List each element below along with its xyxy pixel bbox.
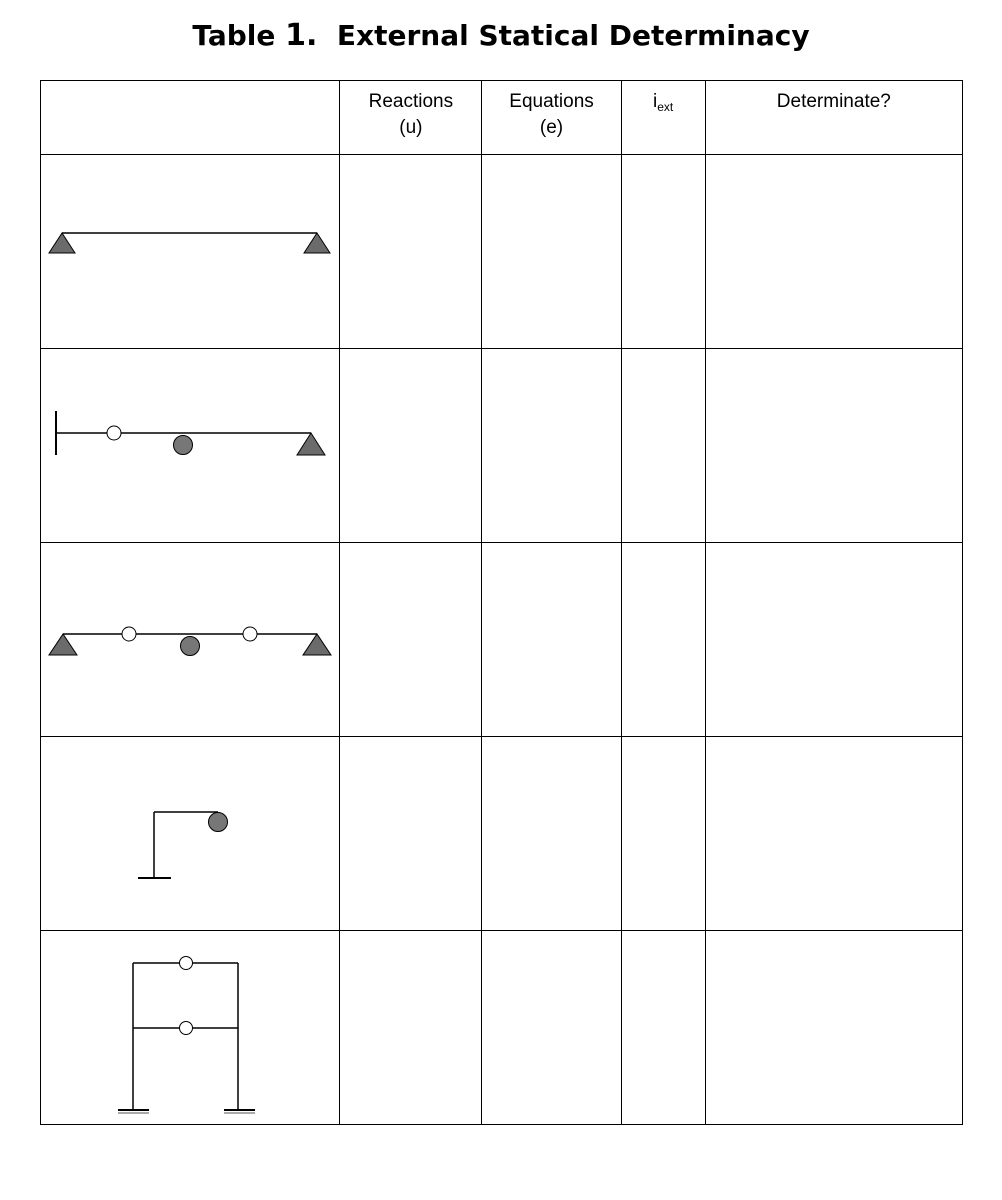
- header-equations: Equations (e): [482, 81, 621, 155]
- structure-cell: [41, 931, 340, 1125]
- fixed-hinged-beam-diagram: [41, 349, 340, 542]
- header-reactions: Reactions (u): [340, 81, 482, 155]
- iext-cell[interactable]: [621, 543, 705, 737]
- reactions-cell[interactable]: [340, 737, 482, 931]
- hinge-icon: [180, 1022, 193, 1035]
- header-structure: [41, 81, 340, 155]
- header-determinate: Determinate?: [705, 81, 962, 155]
- hinge-icon: [243, 627, 257, 641]
- iext-cell[interactable]: [621, 349, 705, 543]
- hinge-icon: [107, 426, 121, 440]
- equations-cell[interactable]: [482, 543, 621, 737]
- equations-cell[interactable]: [482, 349, 621, 543]
- pin-support-icon: [49, 634, 77, 655]
- determinate-cell[interactable]: [705, 543, 962, 737]
- hinge-icon: [180, 957, 193, 970]
- table-row: [41, 543, 963, 737]
- pin-support-icon: [303, 634, 331, 655]
- portal-frame-diagram: [41, 931, 340, 1124]
- pin-support-icon: [297, 433, 325, 455]
- pin-support-icon: [304, 233, 330, 253]
- table-row: [41, 155, 963, 349]
- reactions-cell[interactable]: [340, 543, 482, 737]
- equations-cell[interactable]: [482, 931, 621, 1125]
- determinate-cell[interactable]: [705, 155, 962, 349]
- simply-supported-beam-diagram: [41, 155, 340, 348]
- roller-icon: [174, 436, 193, 455]
- equations-cell[interactable]: [482, 155, 621, 349]
- header-iext: $i_{ext}$: [621, 81, 705, 155]
- reactions-cell[interactable]: [340, 155, 482, 349]
- determinacy-table: [40, 80, 963, 1125]
- roller-icon: [209, 813, 228, 832]
- iext-cell[interactable]: [621, 737, 705, 931]
- header-row: [41, 81, 963, 155]
- structure-cell: [41, 737, 340, 931]
- equations-cell[interactable]: [482, 737, 621, 931]
- roller-icon: [181, 637, 200, 656]
- multi-hinge-beam-diagram: [41, 543, 340, 736]
- table-row: [41, 349, 963, 543]
- reactions-cell[interactable]: [340, 931, 482, 1125]
- structure-cell: [41, 543, 340, 737]
- reactions-cell[interactable]: [340, 349, 482, 543]
- structure-cell: [41, 155, 340, 349]
- table-row: [41, 931, 963, 1125]
- table-title: Table 1. External Statical Determinacy: [192, 18, 810, 53]
- structure-cell: [41, 349, 340, 543]
- hinge-icon: [122, 627, 136, 641]
- determinate-cell[interactable]: [705, 349, 962, 543]
- determinate-cell[interactable]: [705, 737, 962, 931]
- l-frame-diagram: [41, 737, 340, 930]
- determinate-cell[interactable]: [705, 931, 962, 1125]
- table-row: [41, 737, 963, 931]
- pin-support-icon: [49, 233, 75, 253]
- iext-cell[interactable]: [621, 931, 705, 1125]
- iext-cell[interactable]: [621, 155, 705, 349]
